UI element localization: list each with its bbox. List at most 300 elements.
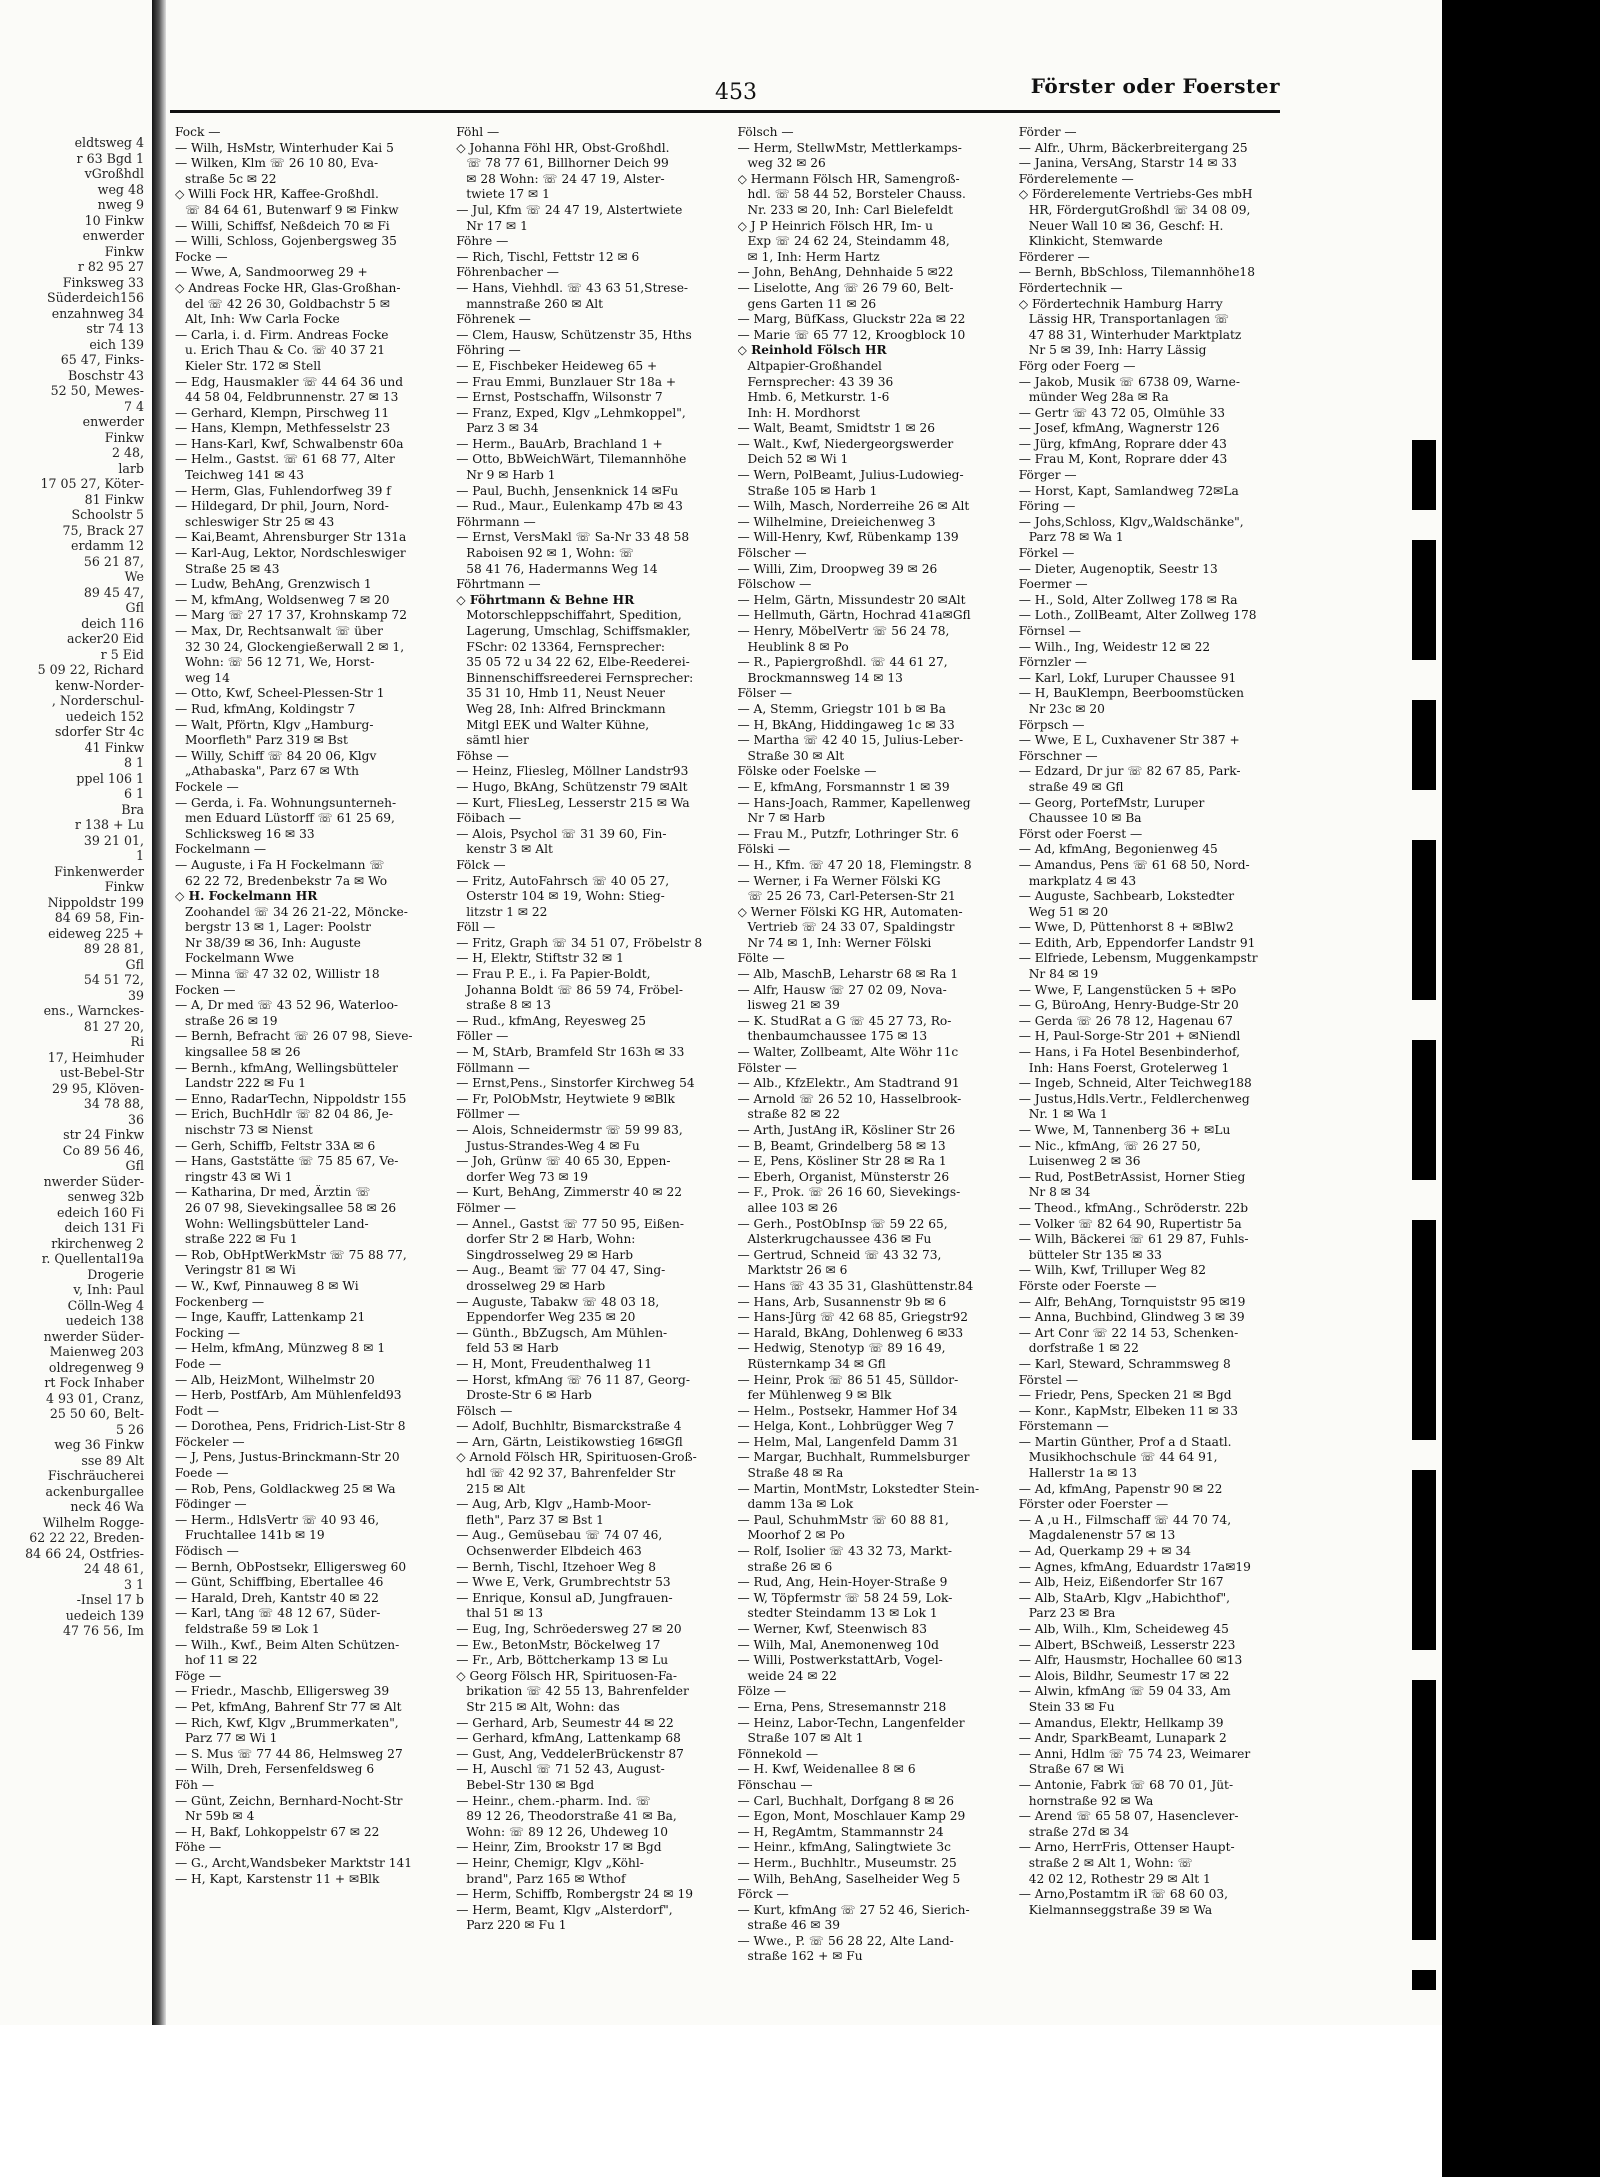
directory-entry: — G, BüroAng, Henry-Budge-Str 20 xyxy=(1018,998,1239,1013)
directory-entry: — Helm., Postsekr, Hammer Hof 34 xyxy=(737,1403,958,1418)
directory-entry: — Frau M, Kont, Roprare dder 43 xyxy=(1018,452,1228,467)
directory-entry: Parz 78 ✉ Wa 1 xyxy=(1028,530,1124,545)
directory-entry: 58 41 76, Hadermanns Weg 14 xyxy=(466,561,658,576)
directory-entry: — Bernh., kfmAng, Wellingsbütteler xyxy=(175,1060,398,1075)
fragment-line: 56 21 87, xyxy=(83,553,144,569)
directory-entry: — Wilh., Ing, Weidestr 12 ✉ 22 xyxy=(1018,639,1211,654)
directory-entry: — H, BkAng, Hiddingaweg 1c ✉ 33 xyxy=(737,717,955,732)
directory-entry: feld 53 ✉ Harb xyxy=(466,1341,559,1356)
directory-entry: — Josef, kfmAng, Wagnerstr 126 xyxy=(1018,421,1220,436)
directory-entry: — Heinz, Labor-Techn, Langenfelder xyxy=(737,1715,965,1730)
directory-entry: Neuer Wall 10 ✉ 36, Geschf: H. xyxy=(1028,218,1224,233)
fragment-line: 84 66 24, Ostfries- xyxy=(25,1545,144,1561)
surname-heading: Föibach — xyxy=(456,811,522,826)
directory-entry: — Erna, Pens, Stresemannstr 218 xyxy=(737,1699,947,1714)
directory-entry: — W, Töpfermstr ☏ 58 24 59, Lok- xyxy=(737,1590,953,1605)
firm-entry: ◇ Werner Fölski KG HR, Automaten- xyxy=(737,904,963,919)
directory-entry: — Auguste, Sachbearb, Lokstedter xyxy=(1018,889,1235,904)
surname-heading: Fölske oder Foelske — xyxy=(737,764,877,779)
fragment-line: r. Quellental19a xyxy=(41,1251,144,1266)
firm-entry: ◇ Fördertechnik Hamburg Harry xyxy=(1018,296,1223,311)
directory-entry: Nr 8 ✉ 34 xyxy=(1028,1185,1091,1200)
directory-entry: — Liselotte, Ang ☏ 26 79 60, Belt- xyxy=(737,280,954,295)
directory-entry: — Ad, Querkamp 29 + ✉ 34 xyxy=(1018,1544,1191,1559)
directory-entry: Straße 107 ✉ Alt 1 xyxy=(747,1731,864,1746)
firm-entry: ◇ Johanna Föhl HR, Obst-Großhdl. xyxy=(456,140,670,155)
directory-entry: — Alb, HeizMont, Wilhelmstr 20 xyxy=(175,1372,375,1387)
fragment-line: 17, Heimhuder xyxy=(47,1049,144,1065)
scanner-background-right xyxy=(1442,0,1600,2177)
directory-entry: — Heinr., chem.-pharm. Ind. ☏ xyxy=(456,1793,651,1808)
directory-entry: — Helm, Mal, Langenfeld Damm 31 xyxy=(737,1434,959,1449)
directory-entry: Chaussee 10 ✉ Ba xyxy=(1028,811,1142,826)
fragment-line: 84 69 58, Fin- xyxy=(54,910,144,925)
firm-entry: ◇ Arnold Fölsch HR, Spirituosen-Groß- xyxy=(456,1450,697,1465)
directory-entry: — Wilh, Kwf, Trilluper Weg 82 xyxy=(1018,1263,1207,1278)
directory-entry: — Wilh, Dreh, Fersenfeldsweg 6 xyxy=(175,1762,375,1777)
directory-entry: Straße 67 ✉ Wi xyxy=(1028,1762,1124,1777)
directory-entry: ☏ 78 77 61, Billhorner Deich 99 xyxy=(466,156,669,171)
directory-entry: 44 58 04, Feldbrunnenstr. 27 ✉ 13 xyxy=(185,390,399,405)
directory-entry: Straße 25 ✉ 43 xyxy=(185,561,280,576)
fragment-line: Ri xyxy=(130,1034,144,1049)
directory-entry: — Werner, i Fa Werner Fölski KG xyxy=(737,873,941,888)
directory-entry: — Alois, Psychol ☏ 31 39 60, Fin- xyxy=(456,826,667,841)
surname-heading: Fodt — xyxy=(175,1403,219,1418)
surname-heading: Fölski — xyxy=(737,842,791,857)
directory-entry: weide 24 ✉ 22 xyxy=(747,1668,837,1683)
fragment-line: 17 05 27, Köter- xyxy=(40,476,144,491)
directory-entry: straße 8 ✉ 13 xyxy=(466,998,551,1013)
directory-entry: lisweg 21 ✉ 39 xyxy=(747,998,840,1013)
directory-entry: Zoohandel ☏ 34 26 21-22, Möncke- xyxy=(185,904,408,919)
page-number: 453 xyxy=(715,80,757,105)
directory-entry: — Arnold ☏ 26 52 10, Hasselbrook- xyxy=(737,1091,962,1106)
directory-entry: — Harald, BkAng, Dohlenweg 6 ✉33 xyxy=(737,1325,964,1340)
directory-entry: brand", Parz 165 ✉ Wthof xyxy=(466,1871,626,1886)
directory-entry: 89 12 26, Theodorstraße 41 ✉ Ba, xyxy=(466,1809,677,1824)
surname-heading: Förster oder Foerster — xyxy=(1018,1497,1169,1512)
directory-entry: — Frau P. E., i. Fa Papier-Boldt, xyxy=(456,967,651,982)
directory-entry: — Alfr., Uhrm, Bäckerbreitergang 25 xyxy=(1018,140,1248,155)
directory-entry: Eppendorfer Weg 235 ✉ 20 xyxy=(466,1310,636,1325)
directory-entry: straße 46 ✉ 39 xyxy=(747,1918,840,1933)
directory-entry: — E, Fischbeker Heideweg 65 + xyxy=(456,358,658,373)
directory-entry: — Justus,Hdls.Vertr., Feldlerchenweg xyxy=(1018,1091,1250,1106)
directory-entry: litzstr 1 ✉ 22 xyxy=(466,904,548,919)
directory-entry: — Wilhelmine, Dreieichenweg 3 xyxy=(737,514,936,529)
directory-entry: straße 162 + ✉ Fu xyxy=(747,1949,863,1964)
directory-entry: Marktstr 26 ✉ 6 xyxy=(747,1263,848,1278)
fragment-line: eich 139 xyxy=(89,336,144,352)
directory-entry: — Rich, Kwf, Klgv „Brummerkaten", xyxy=(175,1715,399,1730)
fragment-line: ppel 106 1 xyxy=(76,770,144,786)
directory-entry: — Edg, Hausmakler ☏ 44 64 36 und xyxy=(175,374,404,389)
directory-entry: — Kurt, FliesLeg, Lesserstr 215 ✉ Wa xyxy=(456,795,690,810)
directory-entry: Straße 30 ✉ Alt xyxy=(747,748,845,763)
directory-entry: hof 11 ✉ 22 xyxy=(185,1653,258,1668)
fragment-line: v, Inh: Paul xyxy=(73,1282,144,1297)
directory-entry: — Martin, MontMstr, Lokstedter Stein- xyxy=(737,1481,980,1496)
directory-entry: — Wilh, BehAng, Saselheider Weg 5 xyxy=(737,1871,961,1886)
directory-entry: Wohn: ☏ 89 12 26, Uhdeweg 10 xyxy=(466,1824,669,1839)
directory-entry: — Janina, VersAng, Starstr 14 ✉ 33 xyxy=(1018,156,1237,171)
fragment-line: 89 45 47, xyxy=(83,584,144,600)
firm-entry: ◇ H. Fockelmann HR xyxy=(175,889,318,904)
fragment-line: 5 26 xyxy=(115,1421,144,1437)
directory-entry: — H., Kfm. ☏ 47 20 18, Flemingstr. 8 xyxy=(737,857,972,872)
fragment-line: larb xyxy=(118,460,144,476)
directory-entry: Moorfleth" Parz 319 ✉ Bst xyxy=(185,733,348,748)
directory-entry: — Aug., Gemüsebau ☏ 74 07 46, xyxy=(456,1528,663,1543)
directory-entry: — E, Pens, Kösliner Str 28 ✉ Ra 1 xyxy=(737,1154,947,1169)
directory-entry: — Otto, Kwf, Scheel-Plessen-Str 1 xyxy=(175,686,385,701)
directory-entry: Kieler Str. 172 ✉ Stell xyxy=(185,358,321,373)
directory-entry: — Günth., BbZugsch, Am Mühlen- xyxy=(456,1325,668,1340)
directory-entry: — Katharina, Dr med, Ärztin ☏ xyxy=(175,1185,371,1200)
directory-entry: Lässig HR, Transportanlagen ☏ xyxy=(1028,312,1230,327)
directory-entry: — Hildegard, Dr phil, Journ, Nord- xyxy=(175,499,389,514)
surname-heading: Föll — xyxy=(456,920,496,935)
surname-heading: Fölze — xyxy=(737,1684,787,1699)
directory-entry: — Eberh, Organist, Münsterstr 26 xyxy=(737,1169,950,1184)
directory-entry: — Herm., BauArb, Brachland 1 + xyxy=(456,436,663,451)
directory-entry: — Hans, Arb, Susannenstr 9b ✉ 6 xyxy=(737,1294,947,1309)
fragment-line: 47 76 56, Im xyxy=(62,1623,144,1638)
directory-entry: — Willi, PostwerkstattArb, Vogel- xyxy=(737,1653,943,1668)
directory-entry: straße 27d ✉ 34 xyxy=(1028,1824,1129,1839)
directory-entry: — John, BehAng, Dehnhaide 5 ✉22 xyxy=(737,265,954,280)
directory-entry: — Rud., Maur., Eulenkamp 47b ✉ 43 xyxy=(456,499,683,514)
directory-entry: Nr 38/39 ✉ 36, Inh: Auguste xyxy=(185,935,361,950)
surname-heading: Fockenberg — xyxy=(175,1294,265,1309)
directory-entry: Nr 74 ✉ 1, Inh: Werner Fölski xyxy=(747,935,932,950)
directory-entry: — J, Pens, Justus-Brinckmann-Str 20 xyxy=(175,1450,400,1465)
surname-heading: Föhrenek — xyxy=(456,312,531,327)
fragment-line: 54 51 72, xyxy=(83,972,144,987)
directory-entry: — Hans, Viehhdl. ☏ 43 63 51,Strese- xyxy=(456,280,689,295)
directory-entry: — Enrique, Konsul aD, Jungfrauen- xyxy=(456,1590,673,1605)
directory-entry: Nr 23c ✉ 20 xyxy=(1028,701,1105,716)
directory-entry: — Hans, i Fa Hotel Besenbinderhof, xyxy=(1018,1045,1240,1060)
directory-entry: straße 49 ✉ Gfl xyxy=(1028,779,1124,794)
fragment-line: str 74 13 xyxy=(86,321,144,336)
directory-entry: — Alb., KfzElektr., Am Stadtrand 91 xyxy=(737,1076,960,1091)
directory-entry: — Gerh, Schiffb, Feltstr 33A ✉ 6 xyxy=(175,1138,376,1153)
directory-entry: Altpapier-Großhandel xyxy=(747,358,882,373)
directory-entry: — Ernst, Postschaffn, Wilsonstr 7 xyxy=(456,390,663,405)
directory-entry: — Minna ☏ 47 32 02, Willistr 18 xyxy=(175,967,380,982)
directory-entry: Heublink 8 ✉ Po xyxy=(747,639,849,654)
fragment-line: 81 Finkw xyxy=(84,491,144,507)
directory-entry: — Martin Günther, Prof a d Staatl. xyxy=(1018,1434,1232,1449)
directory-entry: Weg 51 ✉ 20 xyxy=(1028,904,1109,919)
directory-entry: — Herb, PostfArb, Am Mühlenfeld93 xyxy=(175,1388,402,1403)
directory-entry: Landstr 222 ✉ Fu 1 xyxy=(185,1076,307,1091)
directory-entry: — Heinr, Chemigr, Klgv „Köhl- xyxy=(456,1855,644,1870)
directory-entry: Parz 23 ✉ Bra xyxy=(1028,1606,1116,1621)
directory-entry: straße 2 ✉ Alt 1, Wohn: ☏ xyxy=(1028,1855,1193,1870)
fragment-line: Gfl xyxy=(125,600,144,615)
fragment-line: Finkenwerder xyxy=(54,863,144,879)
fragment-line: ens., Warnckes- xyxy=(43,1003,144,1018)
directory-entry: 35 05 72 u 34 22 62, Elbe-Reederei- xyxy=(466,655,690,670)
directory-entry: Moorhof 2 ✉ Po xyxy=(747,1528,845,1543)
fragment-line: Finkw xyxy=(104,879,144,894)
directory-entry: — H, Mont, Freudenthalweg 11 xyxy=(456,1356,652,1371)
directory-entry: allee 103 ✉ 26 xyxy=(747,1200,838,1215)
directory-entry: — Carl, Buchhalt, Dorfgang 8 ✉ 26 xyxy=(737,1793,955,1808)
directory-entry: — Rolf, Isolier ☏ 43 32 73, Markt- xyxy=(737,1544,953,1559)
surname-heading: Förder — xyxy=(1018,125,1077,139)
fragment-line: Boschstr 43 xyxy=(67,367,144,383)
firm-entry: ◇ Andreas Focke HR, Glas-Großhan- xyxy=(175,280,401,295)
directory-entry: — H, Kapt, Karstenstr 11 + ✉Blk xyxy=(175,1871,380,1886)
directory-entry: — H., Sold, Alter Zollweg 178 ✉ Ra xyxy=(1018,592,1238,607)
directory-entry: — Egon, Mont, Moschlauer Kamp 29 xyxy=(737,1809,966,1824)
directory-entry: bütteler Str 135 ✉ 33 xyxy=(1028,1247,1162,1262)
surname-heading: Fölsch — xyxy=(456,1403,513,1418)
fragment-line: Drogerie xyxy=(87,1266,144,1282)
directory-entry: — H, BauKlempn, Beerboomstücken xyxy=(1018,686,1244,701)
fragment-line: Gfl xyxy=(125,956,144,972)
fragment-line: 10 Finkw xyxy=(84,212,144,228)
directory-entry: Weg 28, Inh: Alfred Brinckmann xyxy=(466,701,666,716)
directory-entry: ☏ 84 64 61, Butenwarf 9 ✉ Finkw xyxy=(185,202,399,217)
surname-heading: Föhl — xyxy=(456,125,500,139)
directory-column-4 xyxy=(1019,125,1290,2020)
surname-heading: Förkel — xyxy=(1018,546,1075,561)
directory-entry: — Hans-Jürg ☏ 42 68 85, Griegstr92 xyxy=(737,1310,969,1325)
directory-entry: — Paul, SchuhmMstr ☏ 60 88 81, xyxy=(737,1512,949,1527)
directory-entry: dorfstraße 1 ✉ 22 xyxy=(1028,1341,1139,1356)
fragment-line: nwerder Süder- xyxy=(43,1328,144,1344)
directory-entry: damm 13a ✉ Lok xyxy=(747,1497,854,1512)
directory-entry: — Enno, RadarTechn, Nippoldstr 155 xyxy=(175,1091,407,1106)
directory-entry: — Amandus, Pens ☏ 61 68 50, Nord- xyxy=(1018,857,1250,872)
directory-entry: — Horst, Kapt, Samlandweg 72✉La xyxy=(1018,483,1239,498)
directory-entry: — Jakob, Musik ☏ 6738 09, Warne- xyxy=(1018,374,1240,389)
directory-entry: — Elfriede, Lebensm, Muggenkampstr xyxy=(1018,951,1258,966)
directory-entry: — Volker ☏ 82 64 90, Rupertistr 5a xyxy=(1018,1216,1242,1231)
fragment-line: 7 4 xyxy=(123,398,144,414)
directory-entry: — Alb, StaArb, Klgv „Habichthof", xyxy=(1018,1590,1230,1605)
directory-entry: — Bernh, ObPostsekr, Elligersweg 60 xyxy=(175,1559,407,1574)
fragment-line: 75, Brack 27 xyxy=(62,522,144,538)
directory-entry: — Wwe, F, Langenstücken 5 + ✉Po xyxy=(1018,982,1237,997)
directory-entry: — Karl, tAng ☏ 48 12 67, Süder- xyxy=(175,1606,381,1621)
directory-entry: Parz 220 ✉ Fu 1 xyxy=(466,1918,567,1933)
fragment-line: Co 89 56 46, xyxy=(62,1142,144,1158)
fragment-line: 24 48 61, xyxy=(83,1561,144,1576)
surname-heading: Foede — xyxy=(175,1466,229,1481)
directory-entry: feldstraße 59 ✉ Lok 1 xyxy=(185,1622,320,1636)
directory-entry: — Willi, Schiffsf, Neßdeich 70 ✉ Fi xyxy=(175,218,390,233)
surname-heading: Föhrtmann — xyxy=(456,577,541,592)
directory-entry: — Alois, Bildhr, Seumestr 17 ✉ 22 xyxy=(1018,1668,1230,1683)
thumb-index-strip xyxy=(1300,140,1440,1990)
surname-heading: Fölmer — xyxy=(456,1200,516,1215)
fragment-line: 41 Finkw xyxy=(84,739,144,755)
directory-entry: — Herm, Glas, Fuhlendorfweg 39 f xyxy=(175,483,391,498)
directory-entry: — Herm, StellwMstr, Mettlerkamps- xyxy=(737,140,962,155)
directory-entry: hornstraße 92 ✉ Wa xyxy=(1028,1793,1154,1808)
directory-entry: — Rich, Tischl, Fettstr 12 ✉ 6 xyxy=(456,249,640,264)
directory-entry: weg 14 xyxy=(185,670,230,685)
surname-heading: Förpsch — xyxy=(1018,717,1085,732)
directory-entry: — Aug., Beamt ☏ 77 04 47, Sing- xyxy=(456,1263,666,1278)
directory-entry: Teichweg 141 ✉ 43 xyxy=(185,468,305,483)
directory-entry: Musikhochschule ☏ 44 64 91, xyxy=(1028,1450,1218,1465)
directory-entry: — Paul, Buchh, Jensenknick 14 ✉Fu xyxy=(456,483,679,498)
directory-entry: Nr 59b ✉ 4 xyxy=(185,1809,255,1824)
firm-entry: ◇ Georg Fölsch HR, Spirituosen-Fa- xyxy=(456,1668,677,1683)
surname-heading: Föhse — xyxy=(456,748,509,763)
directory-entry: — Edith, Arb, Eppendorfer Landstr 91 xyxy=(1018,935,1256,950)
directory-entry: — Gust, Ang, VeddelerBrückenstr 87 xyxy=(456,1746,684,1761)
directory-entry: schleswiger Str 25 ✉ 43 xyxy=(185,514,335,529)
directory-entry: — Horst, kfmAng ☏ 76 11 87, Georg- xyxy=(456,1372,690,1387)
surname-heading: Fock — xyxy=(175,125,221,139)
fragment-line: 29 95, Klöven- xyxy=(51,1080,144,1096)
surname-heading: Förderer — xyxy=(1018,249,1090,264)
fragment-line: rt Fock Inhaber xyxy=(44,1375,144,1390)
directory-entry: kingsallee 58 ✉ 26 xyxy=(185,1045,301,1060)
surname-heading: Focke — xyxy=(175,249,228,264)
fragment-line: 5 09 22, Richard xyxy=(37,662,144,677)
directory-entry: — Max, Dr, Rechtsanwalt ☏ über xyxy=(175,624,383,638)
surname-heading: Förderelemente — xyxy=(1018,171,1134,186)
directory-entry: — F., Prok. ☏ 26 16 60, Sievekings- xyxy=(737,1185,961,1200)
directory-entry: — Walt, Pförtn, Klgv „Hamburg- xyxy=(175,717,374,732)
directory-entry: Brockmannsweg 14 ✉ 13 xyxy=(747,670,903,685)
surname-heading: Fölser — xyxy=(737,686,792,701)
directory-entry: Singdrosselweg 29 ✉ Harb xyxy=(466,1247,634,1262)
fragment-line: 39 21 01, xyxy=(83,832,144,848)
fragment-line: oldregenweg 9 xyxy=(48,1359,144,1375)
directory-entry: — Annel., Gastst ☏ 77 50 95, Eißen- xyxy=(456,1216,684,1231)
fragment-line: weg 36 Finkw xyxy=(54,1437,144,1452)
directory-entry: — Dorothea, Pens, Fridrich-List-Str 8 xyxy=(175,1419,406,1434)
directory-entry: — H, Auschl ☏ 71 52 43, August- xyxy=(456,1762,665,1777)
surname-heading: Fönschau — xyxy=(737,1777,813,1792)
directory-entry: — Antonie, Fabrk ☏ 68 70 01, Jüt- xyxy=(1018,1777,1234,1792)
fragment-line: acker20 Eid xyxy=(67,631,144,646)
directory-entry: — Albert, BSchweiß, Lesserstr 223 xyxy=(1018,1637,1236,1652)
fragment-line: r 82 95 27 xyxy=(77,259,144,274)
directory-entry: — Fritz, AutoFahrsch ☏ 40 05 27, xyxy=(456,873,670,888)
directory-entry: — Franz, Exped, Klgv „Lehmkoppel", xyxy=(456,405,686,420)
directory-entry: — Ingeb, Schneid, Alter Teichweg188 xyxy=(1018,1076,1252,1091)
directory-entry: — Alb, Wilh., Klm, Scheideweg 45 xyxy=(1018,1622,1229,1636)
fragment-line: uedeich 139 xyxy=(65,1607,144,1623)
surname-heading: Fölschow — xyxy=(737,577,812,592)
directory-entry: Motorschleppschiffahrt, Spedition, xyxy=(466,608,682,623)
fragment-line: 2 48, xyxy=(111,445,144,460)
directory-column-1 xyxy=(175,125,446,2020)
surname-heading: Förnzler — xyxy=(1018,655,1087,670)
surname-heading: Föhrmann — xyxy=(456,514,536,529)
directory-entry: — Alb, MaschB, Leharstr 68 ✉ Ra 1 xyxy=(737,967,959,982)
fragment-line: Finksweg 33 xyxy=(62,274,144,290)
directory-entry: — Gerhard, kfmAng, Lattenkamp 68 xyxy=(456,1731,681,1746)
directory-entry: — Konr., KapMstr, Elbeken 11 ✉ 33 xyxy=(1018,1403,1239,1418)
directory-entry: Str 215 ✉ Alt, Wohn: das xyxy=(466,1699,620,1714)
directory-entry: — Adolf, Buchhltr, Bismarckstraße 4 xyxy=(456,1419,682,1434)
directory-entry: — Ew., BetonMstr, Böckelweg 17 xyxy=(456,1637,661,1652)
directory-entry: — Ludw, BehAng, Grenzwisch 1 xyxy=(175,577,372,592)
firm-entry: ◇ Förderelemente Vertriebs-Ges mbH xyxy=(1018,187,1253,202)
running-head xyxy=(170,60,1280,113)
directory-entry: Exp ☏ 24 62 24, Steindamm 48, xyxy=(747,234,950,249)
directory-entry: Nr. 1 ✉ Wa 1 xyxy=(1028,1107,1108,1122)
surname-heading: Föge — xyxy=(175,1668,222,1683)
directory-entry: — Theod., kfmAng., Schröderstr. 22b xyxy=(1018,1200,1249,1215)
directory-entry: — H. Kwf, Weidenallee 8 ✉ 6 xyxy=(737,1762,916,1777)
firm-entry: ◇ Hermann Fölsch HR, Samengroß- xyxy=(737,171,960,186)
directory-entry: Magdalenenstr 57 ✉ 13 xyxy=(1028,1528,1176,1543)
fragment-line: 4 93 01, Cranz, xyxy=(46,1390,144,1406)
directory-entry: — Wilken, Klm ☏ 26 10 80, Eva- xyxy=(175,156,379,171)
directory-entry: — Rud, kfmAng, Koldingstr 7 xyxy=(175,701,356,716)
directory-entry: u. Erich Thau & Co. ☏ 40 37 21 xyxy=(185,343,386,358)
fragment-line: 81 27 20, xyxy=(83,1018,144,1034)
firm-entry: ◇ Reinhold Fölsch HR xyxy=(737,343,887,358)
fragment-line: Finkw xyxy=(104,243,144,259)
directory-entry: — Arth, JustAng iR, Kösliner Str 26 xyxy=(737,1123,956,1137)
directory-entry: — Arend ☏ 65 58 07, Hasenclever- xyxy=(1018,1809,1239,1824)
directory-entry: Nr 5 ✉ 39, Inh: Harry Lässig xyxy=(1028,343,1207,358)
directory-entry: — Bernh, Tischl, Itzehoer Weg 8 xyxy=(456,1559,656,1574)
surname-heading: Focking — xyxy=(175,1325,240,1340)
directory-entry: — Wwe, M, Tannenberg 36 + ✉Lu xyxy=(1018,1123,1231,1137)
directory-entry: — Helm, kfmAng, Münzweg 8 ✉ 1 xyxy=(175,1341,386,1356)
fragment-line: r 63 Bgd 1 xyxy=(76,150,144,166)
fragment-line: Maienweg 203 xyxy=(49,1344,144,1359)
directory-entry: — Ad, kfmAng, Papenstr 90 ✉ 22 xyxy=(1018,1481,1223,1496)
directory-entry: straße 82 ✉ 22 xyxy=(747,1107,840,1122)
surname-heading: Födinger — xyxy=(175,1497,247,1512)
fragment-line: rkirchenweg 2 xyxy=(51,1235,144,1251)
directory-entry: — Marg, BüfKass, Gluckstr 22a ✉ 22 xyxy=(737,312,966,327)
directory-entry: — A, Dr med ☏ 43 52 96, Waterloo- xyxy=(175,998,399,1013)
directory-columns xyxy=(175,125,1290,2020)
directory-entry: — Arno,Postamtm iR ☏ 68 60 03, xyxy=(1018,1887,1229,1902)
directory-entry: straße 222 ✉ Fu 1 xyxy=(185,1232,298,1247)
fragment-line: deich 131 Fi xyxy=(64,1220,144,1235)
fragment-line: uedeich 138 xyxy=(65,1313,144,1328)
surname-heading: Förste oder Foerste — xyxy=(1018,1278,1157,1293)
fragment-line: Nippoldstr 199 xyxy=(47,894,144,910)
running-title: Förster oder Foerster xyxy=(1030,74,1280,98)
directory-entry: Schlicksweg 16 ✉ 33 xyxy=(185,826,315,841)
directory-entry: — H, Elektr, Stiftstr 32 ✉ 1 xyxy=(456,951,624,966)
directory-entry: — Andr, SparkBeamt, Lunapark 2 xyxy=(1018,1731,1227,1746)
surname-heading: Focken — xyxy=(175,982,236,997)
directory-entry: — Gertr ☏ 43 72 05, Olmühle 33 xyxy=(1018,405,1225,420)
directory-entry: — Henry, MöbelVertr ☏ 56 24 78, xyxy=(737,624,950,638)
directory-entry: — Gerda, i. Fa. Wohnungsunterneh- xyxy=(175,795,397,810)
directory-entry: Fernsprecher: 43 39 36 xyxy=(747,374,894,389)
fragment-line: 89 28 81, xyxy=(83,941,144,956)
fragment-line: -Insel 17 b xyxy=(76,1592,144,1607)
directory-entry: mannstraße 260 ✉ Alt xyxy=(466,296,604,311)
directory-entry: 26 07 98, Sievekingsallee 58 ✉ 26 xyxy=(185,1200,397,1215)
surname-heading: Fölster — xyxy=(737,1060,797,1075)
directory-entry: — Wwe, E L, Cuxhavener Str 387 + xyxy=(1018,733,1240,748)
firm-entry: ◇ J P Heinrich Fölsch HR, Im- u xyxy=(737,218,934,233)
fragment-line: enwerder xyxy=(82,228,144,243)
